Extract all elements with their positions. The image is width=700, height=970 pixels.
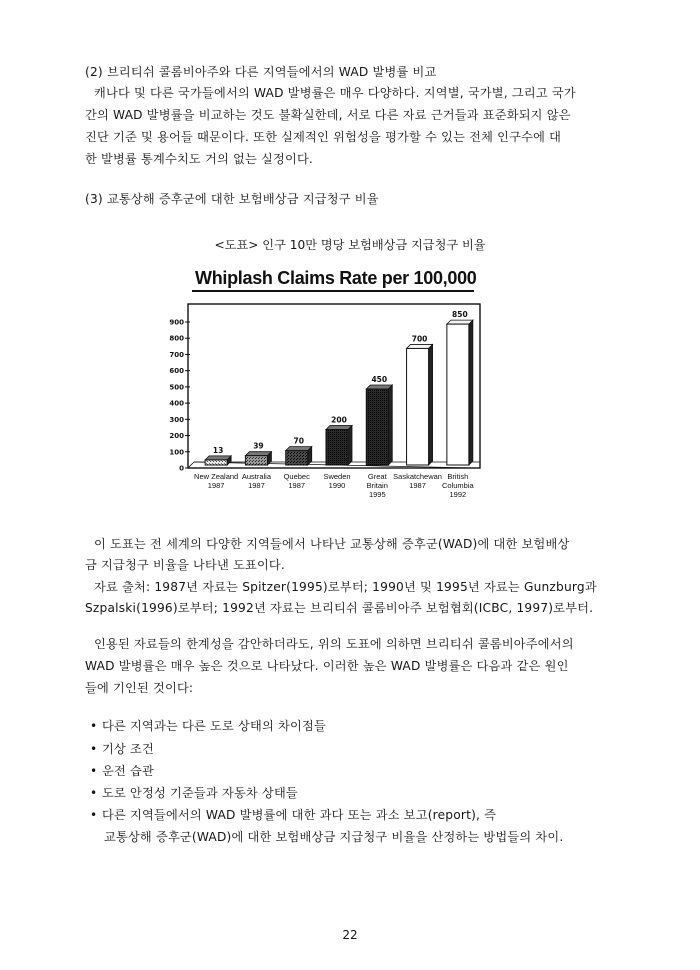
section2-line: 캐나다 및 다른 국가들에서의 WAD 발병률은 매우 다양하다. 지역별, 국가별, 그리고 국가	[94, 86, 576, 100]
paragraph2-line: 인용된 자료들의 한계성을 감안하더라도, 위의 도표에 의하면 브리티쉬 콜롬비아주에서의	[94, 637, 574, 651]
bar-value-label: 200	[331, 415, 347, 425]
chart-bars	[205, 310, 473, 465]
chart-x-axis	[194, 472, 474, 499]
bar-group	[407, 344, 433, 465]
bullet-item	[90, 785, 298, 801]
bar-side	[388, 385, 392, 465]
section2-line: 간의 WAD 발병률을 비교하는 것도 불확실한데, 서로 다른 자료 근거들과 표준화되지 않은	[85, 108, 571, 122]
section2-heading: (2) 브리티쉬 콜롬비아주와 다른 지역들에서의 WAD 발병률 비교	[85, 65, 437, 79]
bar	[205, 460, 227, 465]
figure-caption: <도표> 인구 10만 명당 보험배상금 지급청구 비율	[214, 238, 486, 252]
bar-top	[245, 452, 271, 456]
chart-title: Whiplash Claims Rate per 100,000	[195, 268, 477, 288]
bar-group	[366, 385, 392, 465]
chart-title-underline	[192, 290, 474, 292]
x-category-label: 1987	[288, 481, 306, 490]
bar-side	[469, 320, 473, 465]
x-category-label: Quebec	[283, 472, 310, 481]
bar-top	[366, 385, 392, 389]
bar	[326, 430, 348, 465]
y-tick-label: 0	[179, 464, 184, 473]
bar-value-label: 70	[293, 436, 304, 446]
bar-value-label: 700	[411, 334, 428, 344]
bar-group	[286, 447, 312, 465]
bar	[366, 389, 388, 465]
paragraph1-line: 이 도표는 전 세계의 다양한 지역들에서 나타난 교통상해 증후군(WAD)에 대한 보험배상	[94, 537, 570, 551]
bar	[286, 451, 308, 465]
whiplash-bar-chart	[150, 296, 510, 510]
bar-top	[326, 426, 352, 430]
x-category-label: New Zealand	[194, 472, 239, 481]
y-tick-label: 800	[169, 334, 184, 343]
section2-line: 한 발병률 통계수치도 거의 없는 실정이다.	[85, 152, 313, 166]
bar-top	[205, 456, 231, 460]
x-category-label: 1987	[248, 481, 265, 490]
bar-group	[205, 456, 231, 465]
x-category-label: 1992	[449, 490, 467, 499]
bar-group	[245, 452, 271, 465]
bullet-continuation: 교통상해 증후군(WAD)에 대한 보험배상금 지급청구 비율을 산정하는 방법들의 차이.	[104, 830, 564, 844]
x-category-label: 1990	[328, 481, 346, 490]
section3-heading: (3) 교통상해 증후군에 대한 보험배상금 지급청구 비율	[85, 192, 379, 206]
paragraph1-line: 금 지급청구 비율을 나타낸 도표이다.	[85, 558, 285, 572]
bullet-item	[90, 741, 154, 757]
bullet-dot: •	[90, 808, 98, 822]
bullet-text: 다른 지역들에서의 WAD 발병률에 대한 과다 또는 과소 보고(report), 즉	[102, 808, 497, 822]
bullet-dot: •	[90, 764, 98, 778]
x-category-label: 1995	[368, 490, 386, 499]
y-tick-label: 600	[169, 367, 184, 376]
bullet-text: 다른 지역과는 다른 도로 상태의 차이점들	[102, 719, 326, 733]
x-category-label: Australia	[241, 472, 272, 481]
bar-side	[348, 426, 352, 465]
y-tick-label: 400	[169, 399, 184, 408]
x-category-label: Britain	[366, 481, 388, 490]
y-tick-label: 100	[169, 448, 184, 457]
bullet-item	[90, 807, 496, 823]
section2-line: 진단 기준 및 용어들 때문이다. 또한 실제적인 위험성을 평가할 수 있는 전체 인구수에 대	[85, 130, 562, 144]
bar-top	[286, 447, 312, 451]
y-tick-label: 900	[169, 318, 184, 327]
x-category-label: Sweden	[323, 472, 351, 481]
page-number: 22	[342, 928, 358, 942]
y-tick-label: 700	[169, 350, 184, 359]
bullet-item	[90, 718, 326, 734]
y-tick-label: 300	[169, 415, 184, 424]
bar-value-label: 850	[452, 310, 468, 320]
bullet-text: 도로 안정성 기준들과 자동차 상태들	[102, 786, 298, 800]
bar	[407, 348, 429, 465]
bar-top	[407, 344, 433, 348]
bar-value-label: 450	[371, 375, 388, 384]
x-category-label: Great	[367, 472, 387, 481]
paragraph1-line: Szpalski(1996)로부터; 1992년 자료는 브리티쉬 콜롬비아주 보험협회(ICBC, 1997)로부터.	[85, 601, 594, 615]
x-category-label: British	[447, 472, 469, 481]
paragraph2-line: 들에 기인된 것이다:	[85, 681, 194, 695]
y-tick-label: 200	[169, 432, 184, 441]
y-tick-label: 500	[169, 383, 184, 392]
x-category-label: 1987	[207, 481, 225, 490]
bar-group	[326, 426, 352, 465]
x-category-label: Columbia	[442, 481, 474, 490]
bullet-dot: •	[90, 786, 98, 800]
bullet-text: 운전 습관	[102, 764, 154, 778]
bullet-dot: •	[90, 742, 98, 756]
bar-side	[429, 344, 433, 465]
x-category-label: Saskatchewan	[393, 472, 442, 481]
bullet-item	[90, 763, 154, 779]
bar-group	[447, 320, 473, 465]
chart-y-axis	[169, 319, 190, 473]
paragraph1-line: 자료 출처: 1987년 자료는 Spitzer(1995)로부터; 1990년 및 1995년 자료는 Gunzburg과	[94, 580, 597, 594]
paragraph2-line: WAD 발병률은 매우 높은 것으로 나타났다. 이러한 높은 WAD 발병률은 다음과 같은 원인	[85, 659, 569, 673]
x-category-label: 1987	[409, 481, 426, 490]
bullet-text: 기상 조건	[102, 742, 154, 756]
bar-value-label: 13	[212, 445, 224, 455]
bar-value-label: 39	[253, 441, 264, 451]
bar-top	[447, 320, 473, 324]
bullet-dot: •	[90, 719, 98, 733]
bar	[245, 456, 267, 465]
bar	[447, 324, 469, 465]
